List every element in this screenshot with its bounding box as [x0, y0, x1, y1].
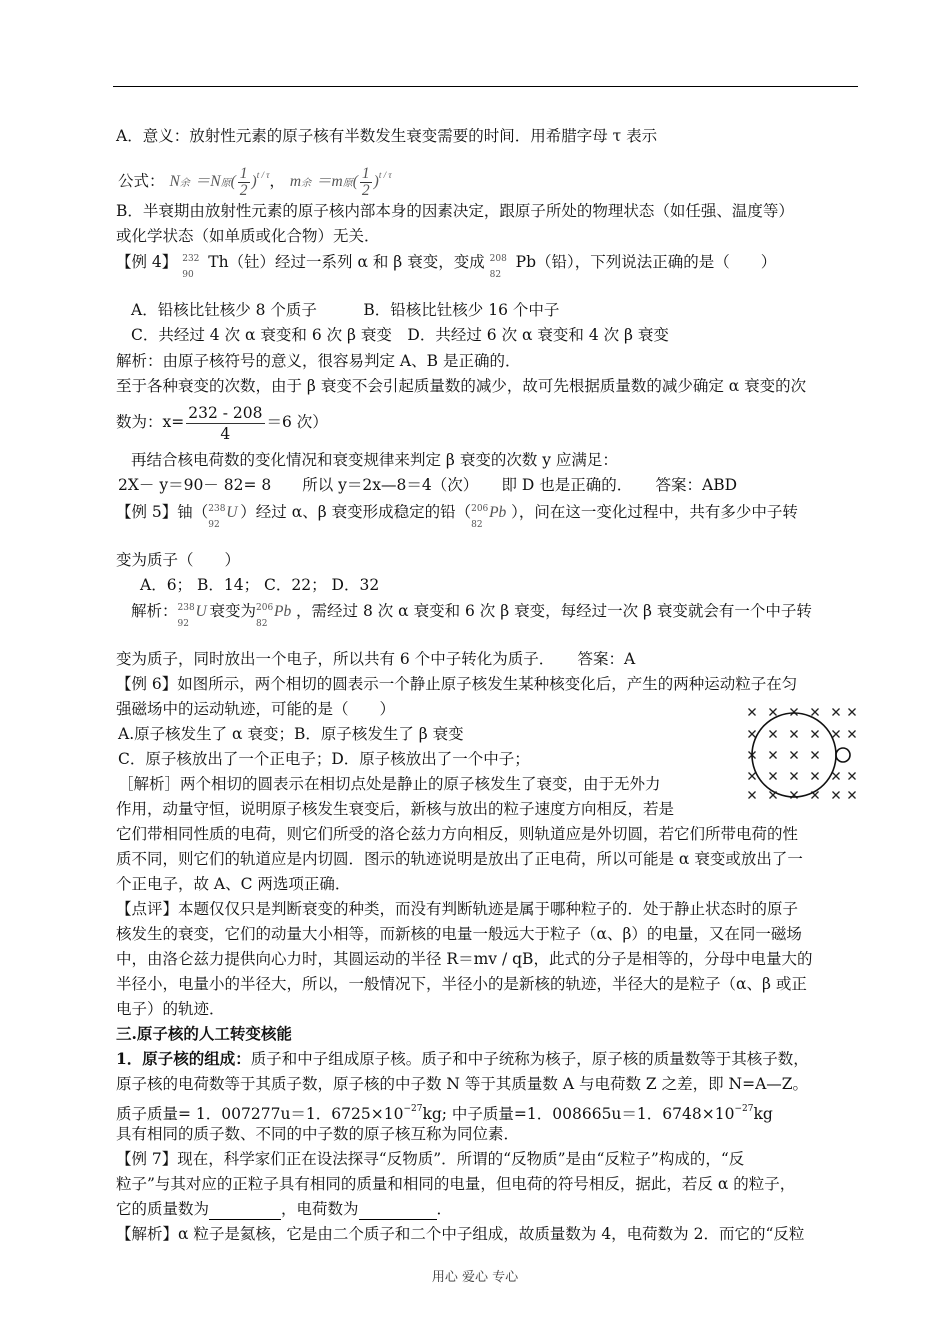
text-line: 强磁场中的运动轨迹，可能的是（ ） [116, 700, 396, 718]
options-line: C．共经过 4 次 α 衰变和 6 次 β 衰变 D．共经过 6 次 α 衰变和 4 次 β 衰变 [131, 326, 669, 344]
nuclide-u [177, 602, 210, 629]
text: ． [436, 1200, 453, 1218]
text: 解析： [131, 602, 178, 620]
mass-number: 238 [177, 603, 195, 613]
symbol-n0: N [210, 173, 221, 190]
text-line: 至于各种衰变的次数，由于 β 衰变不会引起质量数的减少，故可先根据质量数的减少确定 α 衰变的次 [116, 377, 807, 395]
fraction-half [360, 166, 372, 199]
half-life-formula: 公式： N余 ＝N原( $\frac{1}{2}$ )$^{t / \tau}$， m余 ＝m原( $\frac{1}{2}$ )$^{t / \tau}$ [118, 164, 392, 199]
text-line: 【例 6】如图所示，两个相切的圆表示一个静止原子核发生某种核变化后，产生的两种运动粒子在匀 [116, 675, 798, 693]
atomic-number: 82 [256, 619, 268, 629]
comma: ， [269, 172, 285, 190]
section-heading: 三.原子核的人工转变核能 [116, 1024, 292, 1043]
header-rule [113, 86, 858, 87]
options-line: A．铅核比钍核少 8 个质子 B．铅核比钍核少 16 个中子 [131, 301, 560, 319]
mass-number: 206 [256, 603, 274, 613]
element-symbol: Pb [274, 603, 292, 620]
text: ，电荷数为 [281, 1200, 359, 1218]
options-line: C．原子核放出了一个正电子；D．原子核放出了一个中子； [118, 750, 530, 768]
exponent: −27 [403, 1104, 423, 1114]
frac-num: 1 [239, 164, 248, 182]
answer-blank-charge [359, 1199, 437, 1220]
mass-number: 208 [489, 254, 507, 264]
frac-num: 1 [361, 164, 370, 182]
exponent: t / τ [256, 170, 270, 180]
symbol-m: m [289, 173, 302, 190]
options-line: A．6； B．14； C．22； D．32 [140, 576, 380, 594]
frac-den: 2 [361, 181, 370, 199]
text: kg; 中子质量=1．008665u＝1．6748×10 [422, 1105, 735, 1123]
text-line: A．意义：放射性元素的原子核有半数发生衰变需要的时间．用希腊字母 τ 表示 [116, 127, 658, 145]
text: 数为：x= [116, 413, 185, 431]
text-line: 半径小，电量小的半径大，所以，一般情况下，半径小的是新核的轨迹，半径大的是粒子（α、β 或正 [116, 975, 807, 993]
symbol-m0: m [331, 173, 343, 190]
atomic-number: 92 [208, 520, 220, 530]
nuclide-pb [489, 253, 516, 280]
example-5-question [116, 502, 798, 530]
example-5-solution [131, 601, 812, 629]
element-symbol: U [226, 504, 238, 521]
text-line: 具有相同的质子数、不同的中子数的原子核互称为同位素． [116, 1125, 520, 1143]
text-line: 粒子”与其对应的正粒子具有相同的质量和相同的电量，但电荷的符号相反，据此，若反 α 的粒子， [116, 1175, 796, 1193]
formula-label: 公式： [118, 172, 165, 190]
text-line: 【例 7】现在，科学家们正在设法探寻“反物质”．所谓的“反物质”是由“反粒子”构成的，“反 [116, 1150, 745, 1168]
mass-number: 206 [471, 504, 489, 514]
text-line: 原子核的电荷数等于其质子数，原子核的中子数 N 等于其质量数 A 与电荷数 Z 之差，即 N=A—Z。 [116, 1075, 809, 1093]
symbol-n: N [169, 173, 180, 190]
text: 它的质量数为 [116, 1200, 210, 1218]
text-line: B．半衰期由放射性元素的原子核内部本身的因素决定，跟原子所处的物理状态（如任强、温度等） [116, 202, 794, 220]
text-line: 【解析】α 粒子是氦核，它是由二个质子和二个中子组成，故质量数为 4，电荷数为 2．而它的“反粒 [116, 1225, 805, 1243]
sub-orig: 原 [220, 178, 231, 189]
text-line: 它们带相同性质的电荷，则它们所受的洛仑兹力方向相反，则轨道应是外切圆，若它们所带电荷的性 [116, 825, 799, 843]
atomic-number: 90 [182, 270, 194, 280]
question-text: Pb（铅），下列说法正确的是（ ） [515, 253, 777, 271]
nuclide-pb [471, 503, 511, 530]
nuclide-u [208, 503, 240, 530]
text-line: 中，由洛仑兹力提供向心力时，其圆运动的半径 R＝mv / qB，此式的分子是相等的，分母中电量大的 [116, 950, 813, 968]
equals: ＝ [194, 173, 211, 190]
nucleus-composition [116, 1049, 809, 1069]
text-line: 2X－ y＝90－ 82= 8 所以 y＝2x—8＝4（次） 即 D 也是正确的． 答案：ABD [118, 476, 738, 494]
fraction-half [238, 166, 250, 199]
text: kg [753, 1105, 773, 1123]
element-symbol: U [195, 603, 207, 620]
sub-orig: 原 [342, 178, 353, 189]
example-7-blanks [116, 1199, 452, 1220]
text-line: 质不同，则它们的轨道应是内切圆．图示的轨迹说明是放出了正电荷，所以可能是 α 衰变或放出了一 [116, 850, 803, 868]
magnetic-field-diagram [744, 702, 860, 802]
text-line: ［解析］两个相切的圆表示在相切点处是静止的原子核发生了衰变，由于无外力 [118, 775, 661, 793]
text: ），问在这一变化过程中，共有多少中子转 [511, 503, 798, 521]
text: 质子和中子组成原子核。质子和中子统称为核子，原子核的质量数等于其核子数， [250, 1050, 809, 1068]
alpha-count-line [116, 402, 328, 442]
mass-line [116, 1099, 773, 1124]
text: 衰变为 [209, 602, 257, 620]
text-line: 核发生的衰变，它们的动量大小相等，而新核的电量一般远大于粒子（α、β）的电量，又在同一磁场 [116, 925, 802, 943]
text: 【例 5】铀（ [116, 503, 209, 521]
nuclide-th [182, 253, 208, 280]
text-line: 变为质子，同时放出一个电子，所以共有 6 个中子转化为质子． 答案：A [116, 650, 636, 668]
frac-den: 2 [239, 181, 248, 199]
text: ，需经过 8 次 α 衰变和 6 次 β 衰变，每经过一次 β 衰变就会有一个中子转 [296, 602, 812, 620]
sub-rem: 余 [301, 178, 312, 189]
text-line: 解析：由原子核符号的意义，很容易判定 A、B 是正确的． [116, 352, 521, 370]
options-line: A.原子核发生了 α 衰变；B．原子核发生了 β 衰变 [118, 725, 464, 743]
atomic-number: 82 [471, 520, 483, 530]
atomic-number: 92 [177, 619, 189, 629]
equals: ＝ [316, 173, 332, 190]
small-track-circle [836, 748, 850, 762]
text-line: 再结合核电荷数的变化情况和衰变规律来判定 β 衰变的次数 y 应满足： [131, 451, 618, 469]
page-footer: 用心 爱心 专心 [431, 1270, 519, 1285]
text-line: 【点评】本题仅仅只是判断衰变的种类，而没有判断轨迹是属于哪种粒子的．处于静止状态时的原子 [116, 900, 799, 918]
text-line: 电子）的轨迹． [116, 1000, 225, 1018]
frac-num: 232 - 208 [188, 403, 263, 422]
atomic-number: 82 [489, 270, 502, 280]
text-line: 变为质子（ ） [116, 551, 241, 569]
mass-number: 232 [182, 254, 200, 264]
element-symbol: Pb [489, 504, 507, 521]
text-line: 或化学状态（如单质或化合物）无关． [116, 227, 380, 245]
example-label: 【例 4】 [116, 253, 178, 271]
exponent: −27 [734, 1104, 754, 1114]
frac-den: 4 [220, 424, 231, 443]
text-line: 作用，动量守恒，说明原子核发生衰变后，新核与放出的粒子速度方向相反，若是 [116, 800, 675, 818]
example-4-question [116, 252, 777, 280]
sub-rem: 余 [179, 178, 190, 189]
subheading: 1．原子核的组成： [116, 1049, 251, 1068]
text: ）经过 α、β 衰变形成稳定的铅（ [240, 503, 472, 521]
exponent: t / τ [378, 170, 392, 180]
answer-blank-mass [209, 1199, 281, 1220]
nuclide-pb [256, 602, 296, 629]
text-line: 个正电子，故 A、C 两选项正确． [116, 875, 351, 893]
mass-number: 238 [208, 504, 226, 514]
fraction-x [186, 403, 264, 444]
text: ＝6 次） [266, 413, 328, 431]
question-text: Th（钍）经过一系列 α 和 β 衰变，变成 [208, 253, 485, 271]
text: 质子质量= 1．007277u＝1．6725×10 [116, 1105, 404, 1123]
